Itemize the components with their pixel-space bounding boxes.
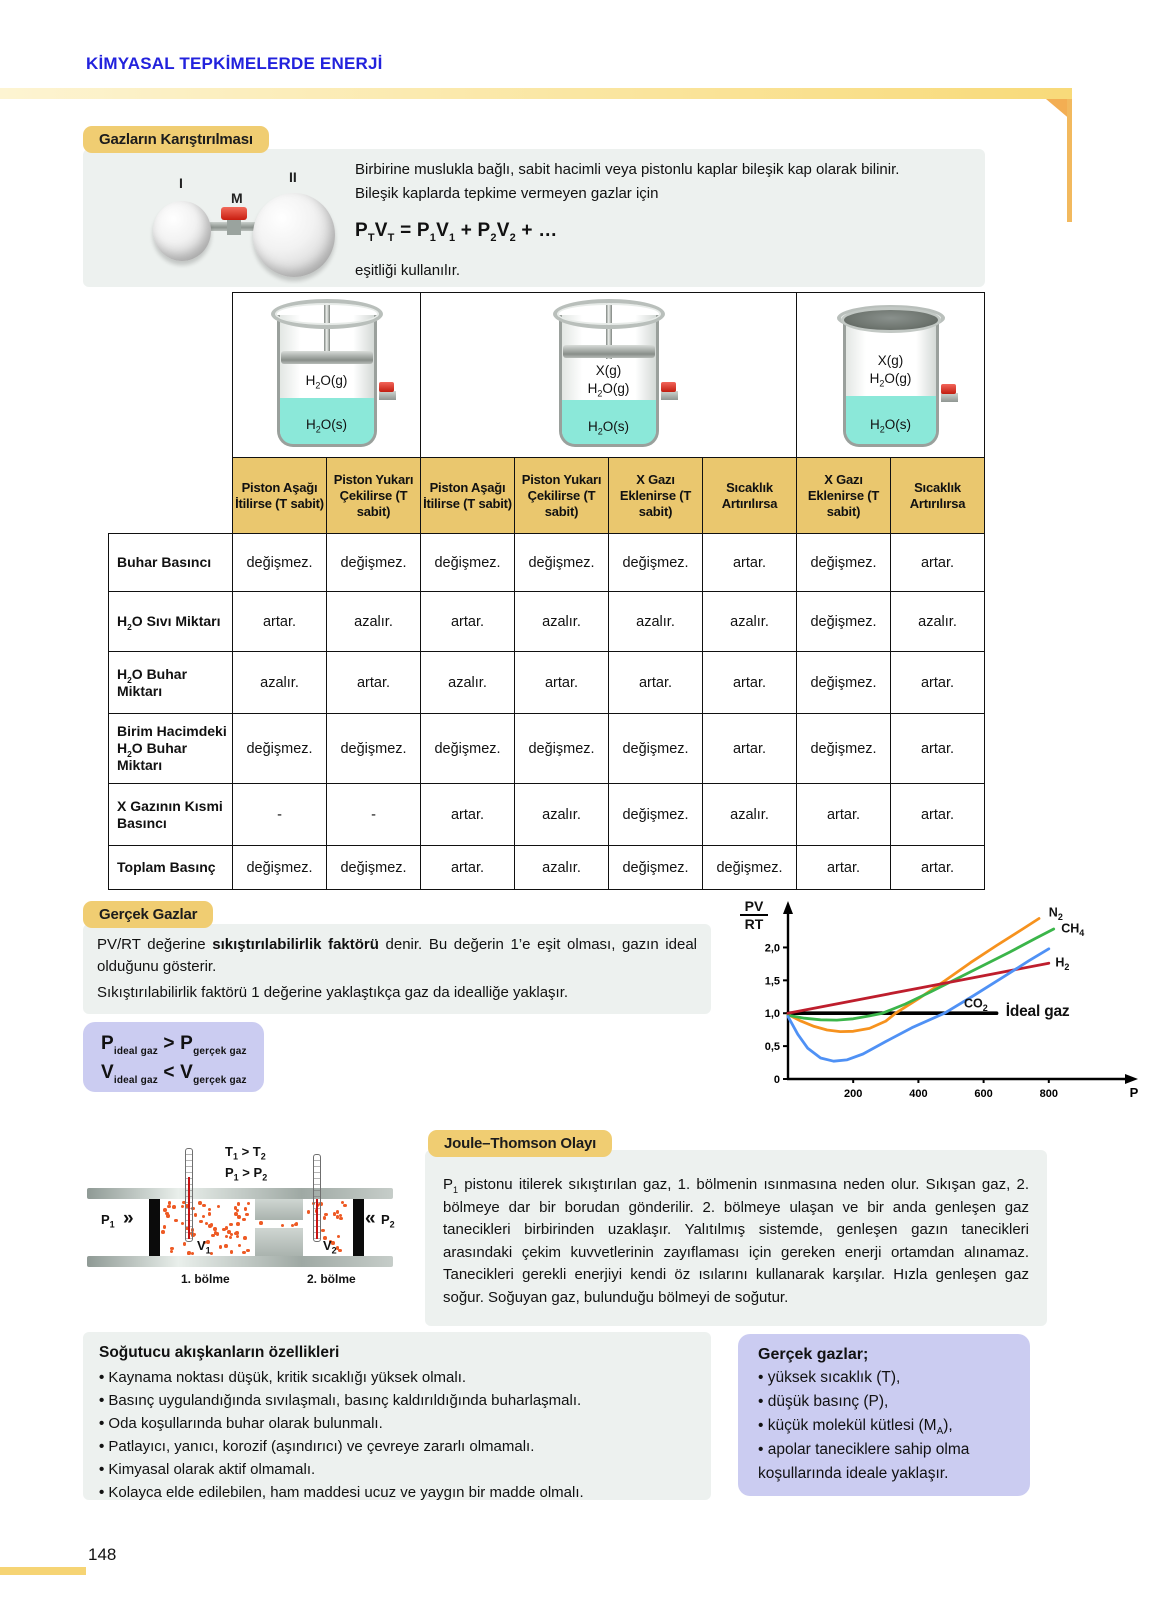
gas-particle <box>166 1214 170 1218</box>
liquid-phase-label: $H_2O(s)$ <box>869 417 911 435</box>
table-cell: değişmez. <box>703 846 797 890</box>
list-item: • Kimyasal olarak aktif olmamalı. <box>99 1458 695 1481</box>
table-cell: artar. <box>703 714 797 784</box>
connected-bulbs-figure <box>113 159 353 279</box>
header-ribbon <box>0 88 1072 99</box>
joule-thomson-figure <box>85 1132 403 1294</box>
table-cell: değişmez. <box>797 592 891 652</box>
table-cell: artar. <box>797 846 891 890</box>
table-cell: azalır. <box>515 592 609 652</box>
push-left-arrows: « <box>365 1208 373 1229</box>
liquid-phase-label: $H_2O(s)$ <box>305 417 347 435</box>
column-header: X Gazı Eklenirse (T sabit) <box>797 458 891 534</box>
real-gas-conditions-box <box>738 1334 1030 1496</box>
p2-label: $P_2$ <box>381 1212 395 1230</box>
table-cell: artar. <box>421 784 515 846</box>
column-header: Piston Yukarı Çekilirse (T sabit) <box>327 458 421 534</box>
bulb-left <box>153 201 211 261</box>
gas-particle <box>235 1231 239 1235</box>
gas-particle <box>208 1212 212 1216</box>
table-cell: - <box>233 784 327 846</box>
table-cell: artar. <box>421 846 515 890</box>
table-cell: değişmez. <box>797 652 891 714</box>
valve-knob-icon <box>221 207 247 220</box>
gas-particle <box>244 1207 248 1211</box>
gas-particle <box>161 1230 165 1234</box>
temperature-relation: $T_1 > T_2$ <box>225 1144 266 1162</box>
gas-particle <box>237 1202 241 1206</box>
table-cell: artar. <box>327 652 421 714</box>
chart-canvas <box>738 898 1150 1106</box>
real-gas-bullet-list <box>758 1366 1020 1462</box>
series-label-n2: $N_2$ <box>1048 905 1063 923</box>
gas-particle <box>238 1244 242 1248</box>
table-cell: değişmez. <box>233 534 327 592</box>
bulb-right <box>253 193 335 277</box>
thermometer-2 <box>313 1154 321 1242</box>
apparatus-bottom-wall <box>87 1256 393 1267</box>
ribbon-tail <box>1067 99 1072 222</box>
gas-particle <box>237 1215 241 1219</box>
svg-text:400: 400 <box>909 1088 928 1100</box>
gas-particle <box>224 1244 228 1248</box>
svg-text:1,0: 1,0 <box>764 1008 780 1021</box>
svg-text:0,5: 0,5 <box>764 1041 780 1054</box>
gas-particle <box>225 1226 229 1230</box>
gas-particle <box>236 1222 240 1226</box>
intro-line-2: Bileşik kaplarda tepkime vermeyen gazlar için <box>355 185 659 202</box>
right-piston <box>353 1199 364 1256</box>
apparatus-top-wall <box>87 1188 393 1199</box>
svg-text:0: 0 <box>773 1074 780 1086</box>
gas-particle <box>202 1215 206 1219</box>
svg-text:200: 200 <box>844 1088 863 1100</box>
intro-line-3: eşitliği kullanılır. <box>355 262 461 279</box>
gas-particle <box>337 1235 341 1239</box>
gas-particle <box>343 1204 347 1208</box>
bulb-left-label: I <box>179 175 183 191</box>
table-row <box>109 784 985 846</box>
piston-container-water-x <box>549 299 669 451</box>
gas-mixing-panel <box>83 149 985 287</box>
gas-particle <box>208 1208 212 1212</box>
constriction-lower <box>255 1228 303 1256</box>
table-row <box>109 652 985 714</box>
series-label-h2: $H_2$ <box>1055 955 1070 973</box>
table-row <box>109 534 985 592</box>
table-cell: değişmez. <box>421 714 515 784</box>
table-row <box>109 592 985 652</box>
valve-label: M <box>231 190 243 206</box>
gas-particle <box>229 1223 233 1227</box>
closed-container-water-x <box>833 305 949 451</box>
compressibility-chart <box>738 898 1150 1106</box>
table-cell: değişmez. <box>609 714 703 784</box>
gas-particle <box>236 1235 240 1239</box>
gas-particle <box>242 1218 246 1222</box>
table-cell: değişmez. <box>797 534 891 592</box>
gas-particle <box>163 1225 167 1229</box>
table-cell: azalır. <box>891 592 985 652</box>
table-cell: azalır. <box>233 652 327 714</box>
gas-particle <box>170 1250 174 1254</box>
column-header: Sıcaklık Artırılırsa <box>703 458 797 534</box>
gas-particle <box>219 1245 223 1249</box>
container-cell-3 <box>797 293 985 458</box>
gas-particle <box>163 1208 167 1212</box>
intro-line-1: Birbirine muslukla bağlı, sabit hacimli veya pistonlu kaplar bileşik kap olarak bilinir. <box>355 161 900 178</box>
gas-phase-label: $H_2O(g)$ <box>587 381 630 399</box>
narrow-tube <box>256 1220 302 1228</box>
pressure-relation: $P_1 > P_2$ <box>225 1165 268 1183</box>
gas-particle <box>217 1205 221 1209</box>
svg-text:P: P <box>1129 1085 1139 1100</box>
table-cell: azalır. <box>703 592 797 652</box>
table-cell: artar. <box>703 652 797 714</box>
gas-phase-label: $H_2O(g)$ <box>869 371 912 389</box>
gas-particle <box>216 1232 220 1236</box>
table-cell: artar. <box>233 592 327 652</box>
column-header: X Gazı Eklenirse (T sabit) <box>609 458 703 534</box>
gas-particle <box>183 1242 187 1246</box>
list-item: • Kolayca elde edilebilen, ham maddesi ucuz ve yaygın bir madde olmalı. <box>99 1481 695 1504</box>
svg-text:800: 800 <box>1039 1088 1058 1100</box>
gas-particle <box>247 1202 251 1206</box>
gas-particle <box>167 1205 171 1209</box>
table-cell: azalır. <box>515 846 609 890</box>
gas-particle <box>181 1205 185 1209</box>
coolant-bullet-list <box>99 1366 695 1504</box>
table-cell: azalır. <box>703 784 797 846</box>
joule-thomson-panel <box>425 1150 1047 1326</box>
row-label: Birim Hacimdeki $H_2O$ Buhar Miktarı <box>109 714 233 784</box>
real-gases-panel <box>83 924 711 1014</box>
table-cell: artar. <box>421 592 515 652</box>
p1-label: $P_1$ <box>101 1212 115 1230</box>
gas-particle <box>229 1236 233 1240</box>
joule-thomson-paragraph: $P_1$ pistonu itilerek sıkıştırılan gaz, 1. bölmenin ısınmasına neden olur. Sıkışan gaz, 2. bölmeye dar bir borudan gönderilir. 2. bölmeye ulaşan ve bir anda genleşen gaz tanecikleri birbirinden uzaklaşır. Yalıtılmış sistemde, genleşen gazın tanecikleri arasındaki çekim kuvvetlerinin zayıflaması için gereken enerji ortamdan alınamaz. Tanecikleri gerekli enerjiyi kendi öz ısılarını kullanarak karşılar. Hızla genleşen gaz soğur. Soğuyan gaz, bulunduğu bölmeyi de soğutur. <box>443 1176 1029 1306</box>
list-item: • Kaynama noktası düşük, kritik sıcaklığı yüksek olmalı. <box>99 1366 695 1389</box>
vapor-pressure-table <box>108 292 985 890</box>
table-cell: değişmez. <box>515 534 609 592</box>
table-cell: artar. <box>891 652 985 714</box>
y-axis-label: $\frac{PV}{RT}$ <box>740 898 768 932</box>
list-item: • yüksek sıcaklık (T), <box>758 1366 1020 1390</box>
chamber-1-label: 1. bölme <box>181 1272 230 1286</box>
table-cell: değişmez. <box>515 714 609 784</box>
gas-phase-label: $H_2O(g)$ <box>305 373 348 391</box>
table-row <box>109 846 985 890</box>
row-label: Toplam Basınç <box>109 846 233 890</box>
gas-particle <box>245 1213 249 1217</box>
gas-particle <box>194 1213 198 1217</box>
gas-particle <box>243 1236 247 1240</box>
push-right-arrows: » <box>123 1208 131 1229</box>
list-item: • Oda koşullarında buhar olarak bulunmalı. <box>99 1412 695 1435</box>
table-cell: azalır. <box>327 592 421 652</box>
real-gas-conditions-title: Gerçek gazlar; <box>758 1346 869 1363</box>
gas-particle <box>213 1227 217 1231</box>
table-cell: azalır. <box>515 784 609 846</box>
gas-particle <box>199 1220 203 1224</box>
compressibility-paragraph: PV/RT değerine sıkıştırılabilirlik faktörü denir. Bu değerin 1’e eşit olması, gazın ideal olduğunu gösterir. <box>97 936 697 975</box>
column-header: Piston Aşağı İtilirse (T sabit) <box>421 458 515 534</box>
bulb-right-label: II <box>289 169 297 185</box>
table-cell: azalır. <box>421 652 515 714</box>
gas-particle <box>187 1251 191 1255</box>
table-cell: artar. <box>515 652 609 714</box>
ideal-vs-real-box <box>83 1022 264 1092</box>
table-cell: artar. <box>609 652 703 714</box>
table-cell: artar. <box>703 534 797 592</box>
thermometer-1 <box>185 1148 193 1242</box>
gas-particle <box>321 1229 325 1233</box>
gas-particle <box>336 1210 340 1214</box>
gas-particle <box>236 1209 240 1213</box>
gas-particle <box>208 1224 212 1228</box>
list-item: • Basınç uygulandığında sıvılaşmalı, basınç kaldırıldığında buharlaşmalı. <box>99 1389 695 1412</box>
row-label: $H_2O$ Sıvı Miktarı <box>109 592 233 652</box>
column-header: Piston Yukarı Çekilirse (T sabit) <box>515 458 609 534</box>
piston-container-water <box>267 299 387 451</box>
series-label-co2: $CO_2$ <box>964 996 988 1013</box>
page-title: KİMYASAL TEPKİMELERDE ENERJİ <box>86 54 383 73</box>
gas-particle <box>323 1216 327 1220</box>
chamber-2-label: 2. bölme <box>307 1272 356 1286</box>
table-row <box>109 714 985 784</box>
gas-particle <box>281 1224 285 1228</box>
left-piston <box>149 1199 160 1256</box>
row-label: Buhar Basıncı <box>109 534 233 592</box>
gas-particle <box>291 1224 295 1228</box>
gas-particle <box>202 1204 206 1208</box>
volume-inequality: $V_{ideal gaz} < V_{gerçek gaz}$ <box>101 1062 247 1086</box>
list-item: • düşük basınç (P), <box>758 1390 1020 1414</box>
list-item: • küçük molekül kütlesi $(M_A)$, <box>758 1414 1020 1438</box>
v2-label: $V_2$ <box>323 1238 337 1256</box>
svg-text:600: 600 <box>974 1088 993 1100</box>
table-cell: - <box>327 784 421 846</box>
series-label-ideal: İdeal gaz <box>1005 1003 1070 1021</box>
series-label-ch4: $CH_4$ <box>1061 921 1085 938</box>
gas-particle <box>225 1235 229 1239</box>
compressibility-paragraph-2: Sıkıştırılabilirlik faktörü 1 değerine yaklaştıkça gaz da idealliğe yaklaşır. <box>97 984 569 1001</box>
table-cell: değişmez. <box>233 846 327 890</box>
gas-particle <box>246 1249 250 1253</box>
v1-label: $V_1$ <box>197 1238 211 1256</box>
list-item: • apolar taneciklere sahip olma <box>758 1438 1020 1462</box>
row-label: $H_2O$ Buhar Miktarı <box>109 652 233 714</box>
table-cell: değişmez. <box>233 714 327 784</box>
table-cell: azalır. <box>609 592 703 652</box>
constriction-upper <box>255 1199 303 1220</box>
gas-particle <box>230 1233 234 1237</box>
valve-body <box>227 218 241 235</box>
footer-bar <box>0 1567 86 1575</box>
gas-particle <box>338 1249 342 1253</box>
column-header: Piston Aşağı İtilirse (T sabit) <box>233 458 327 534</box>
gas-particle <box>191 1252 195 1256</box>
column-header: Sıcaklık Artırılırsa <box>891 458 985 534</box>
table-cell: değişmez. <box>421 534 515 592</box>
table-cell: değişmez. <box>609 534 703 592</box>
row-label: X Gazının Kısmi Basıncı <box>109 784 233 846</box>
gas-particle <box>339 1217 343 1221</box>
gas-particle <box>259 1221 263 1225</box>
list-item: • Patlayıcı, yanıcı, korozif (aşındırıcı) ve çevreye zararlı olmamalı. <box>99 1435 695 1458</box>
real-gas-continuation: koşullarında ideale yaklaşır. <box>758 1465 949 1482</box>
section-badge-real-gases: Gerçek Gazlar <box>83 901 213 928</box>
table-cell: artar. <box>797 784 891 846</box>
table-cell: değişmez. <box>797 714 891 784</box>
liquid-phase-label: $H_2O(s)$ <box>587 419 629 437</box>
x-gas-label: X(g) <box>877 353 904 368</box>
section-badge-joule-thomson: Joule–Thomson Olayı <box>428 1130 612 1157</box>
table-cell: değişmez. <box>327 846 421 890</box>
table-cell: artar. <box>891 784 985 846</box>
section-badge-gas-mixing: Gazların Karıştırılması <box>83 126 269 153</box>
table-cell: artar. <box>891 846 985 890</box>
table-cell: değişmez. <box>609 784 703 846</box>
pressure-inequality: $P_{ideal gaz} > P_{gerçek gaz}$ <box>101 1033 247 1057</box>
table-cell: değişmez. <box>327 714 421 784</box>
gas-particle <box>230 1250 234 1254</box>
coolant-properties-panel <box>83 1332 711 1500</box>
table-cell: değişmez. <box>327 534 421 592</box>
gas-particle <box>172 1205 176 1209</box>
svg-text:2,0: 2,0 <box>764 942 780 955</box>
x-gas-label: X(g) <box>595 363 622 378</box>
table-cell: değişmez. <box>609 846 703 890</box>
bold-term: sıkıştırılabilirlik faktörü <box>212 936 379 953</box>
gas-particle <box>307 1210 311 1214</box>
coolant-title: Soğutucu akışkanların özellikleri <box>99 1344 340 1361</box>
table-cell: artar. <box>891 534 985 592</box>
gas-particle <box>193 1233 197 1237</box>
gas-particle <box>174 1219 178 1223</box>
table-cell: artar. <box>891 714 985 784</box>
container-cell-2 <box>421 293 797 458</box>
gas-particle <box>242 1251 246 1255</box>
pressure-formula: $P_TV_T = P_1V_1 + P_2V_2$ + … <box>355 220 558 244</box>
page-number: 148 <box>88 1545 117 1564</box>
svg-text:1,5: 1,5 <box>764 975 780 988</box>
container-cell-1 <box>233 293 421 458</box>
gas-particle <box>181 1222 185 1226</box>
